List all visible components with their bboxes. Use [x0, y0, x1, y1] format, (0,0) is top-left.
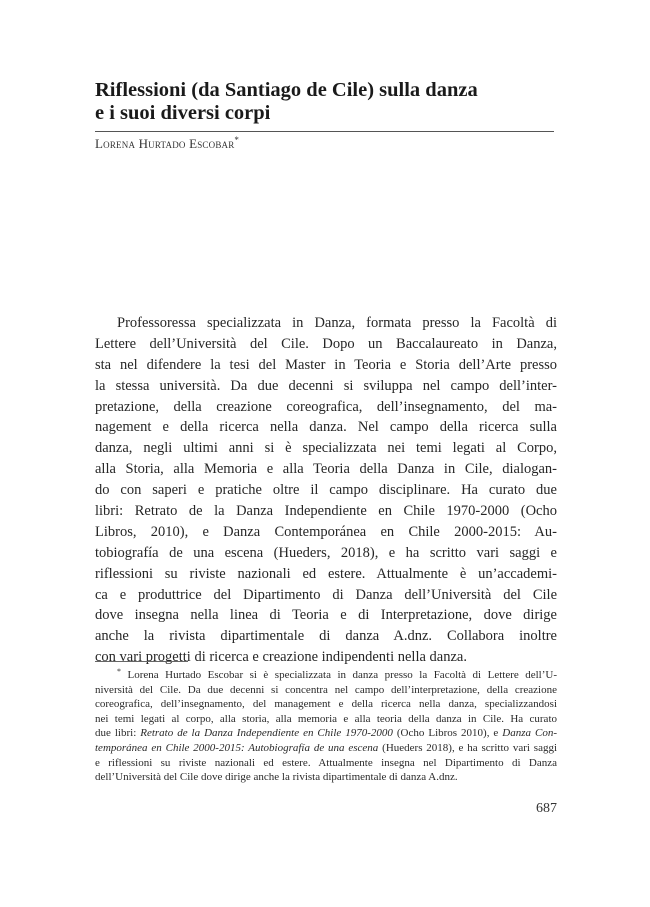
body-line: do con saperi e pratiche oltre il campo disciplinare. Ha curato due [95, 482, 557, 499]
body-line: la stessa università. Da due decenni si sviluppa nel campo dell’inter- [95, 377, 557, 394]
footnote-mark: * [117, 667, 121, 676]
body-line: libri: Retrato de la Danza Independiente en Chile 1970-2000 (Ocho [95, 503, 557, 520]
biography-paragraph [95, 313, 557, 668]
body-line: ca e produttrice del Dipartimento di Danza dell’Università del Cile [95, 586, 557, 603]
footnote-line: nei temi legati al corpo, alla storia, alla memoria e alla teoria della danza in Cile. Ha curato [95, 712, 557, 725]
body-line: dove insegna nella linea di Teoria e di Interpretazione, dove dirige [95, 607, 557, 624]
footnote [95, 668, 557, 785]
body-line: alla Storia, alla Memoria e alla Teoria della Danza in Cile, dialogan- [95, 461, 557, 478]
footnote-line: * Lorena Hurtado Escobar si è specializzata in danza presso la Facoltà di Lettere dell’U- [117, 667, 558, 681]
body-line: danza, negli ultimi anni si è specializzata nei temi legati al Corpo, [95, 440, 557, 457]
footnote-divider [95, 661, 188, 662]
body-line: riflessioni su riviste nazionali ed estere. Attualmente è un’accademi- [95, 565, 557, 582]
author-byline [95, 136, 239, 152]
footnote-line: coreografica, dell’insegnamento, del management e della ricerca nella danza, specializzandosi [95, 698, 557, 711]
body-line: Libros, 2010), e Danza Contemporánea en Chile 2000-2015: Au- [95, 523, 557, 540]
page-number: 687 [536, 801, 557, 816]
body-line: nagement e della ricerca nella danza. Nel campo della ricerca sulla [95, 419, 557, 436]
body-line: sta nel difendere la tesi del Master in Teoria e Storia dell’Arte presso [95, 356, 557, 373]
body-line: tobiografía de una escena (Hueders, 2018), e ha scritto vari saggi e [95, 544, 557, 561]
body-line: con vari progetti di ricerca e creazione indipendenti nella danza. [95, 649, 467, 666]
article-title-line-2: e i suoi diversi corpi [95, 102, 271, 124]
body-line: Professoressa specializzata in Danza, formata presso la Facoltà di [117, 315, 557, 331]
body-line: anche la rivista dipartimentale di danza A.dnz. Collabora inoltre [95, 628, 557, 645]
author-name: Lorena Hurtado Escobar [95, 136, 235, 151]
footnote-line: niversità del Cile. Da due decenni si concentra nel campo dell’interpretazione, della creazione [95, 683, 557, 696]
article-title-line-1: Riflessioni (da Santiago de Cile) sulla danza [95, 79, 478, 101]
author-footnote-mark: * [234, 135, 240, 145]
body-line: Lettere dell’Università del Cile. Dopo un Baccalaureato in Danza, [95, 335, 557, 352]
article-title [95, 79, 565, 125]
footnote-line: dell’Università del Cile dove dirige anche la rivista dipartimentale di danza A.dnz. [95, 771, 458, 784]
title-divider [95, 131, 554, 132]
footnote-line: temporánea en Chile 2000-2015: Autobiografía de una escena (Hueders 2018), e ha scritto vari saggi [95, 741, 558, 754]
footnote-line: due libri: Retrato de la Danza Independiente en Chile 1970-2000 (Ocho Libros 2010), e Danza Con- [95, 727, 557, 740]
footnote-line: e riflessioni su riviste nazionali ed estere. Attualmente insegna nel Dipartimento di Danza [95, 756, 557, 769]
body-line: pretazione, della creazione coreografica, dell’insegnamento, del ma- [95, 398, 557, 415]
